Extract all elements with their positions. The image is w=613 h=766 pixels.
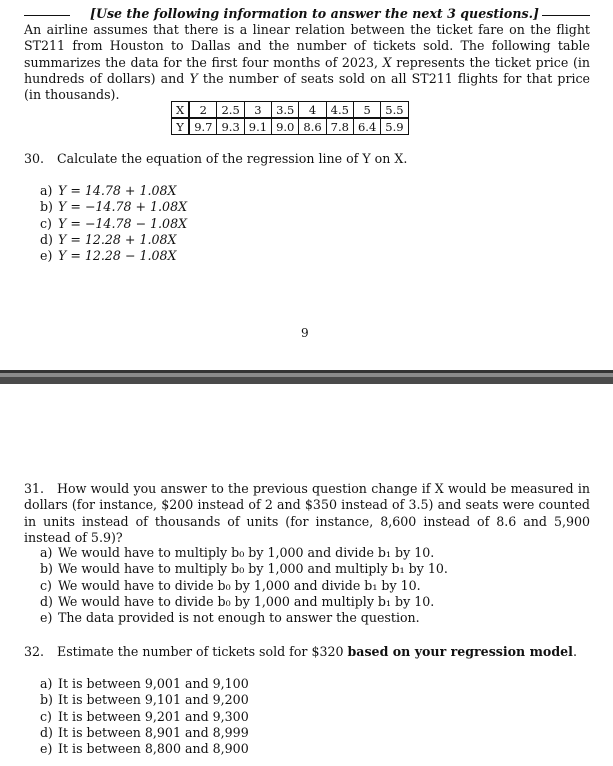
question-text: Calculate the equation of the regression line of Y on X. bbox=[57, 151, 408, 166]
instruction-row bbox=[24, 6, 590, 22]
option-d[interactable] bbox=[40, 594, 448, 610]
option-text: The data provided is not enough to answer the question. bbox=[58, 610, 420, 626]
option-label: d) bbox=[40, 593, 53, 609]
intro-part-1: An airline assumes that there is a linear relation between the ticket fare on the flight ST211 from Houston to Dallas and the number of tickets sold. The following table summarizes the data for the first four months of 2023, bbox=[24, 22, 590, 70]
option-label: e) bbox=[40, 741, 53, 757]
option-label: c) bbox=[40, 215, 52, 231]
option-a[interactable] bbox=[40, 545, 448, 561]
page-separator-highlight bbox=[0, 373, 613, 377]
option-label: b) bbox=[40, 692, 53, 708]
page-number: 9 bbox=[301, 326, 309, 340]
option-label: b) bbox=[40, 199, 53, 215]
x-cell: 2.5 bbox=[217, 102, 244, 119]
option-label: a) bbox=[40, 545, 53, 560]
option-text: Y = −14.78 + 1.08X bbox=[58, 199, 188, 215]
question-number: 32. bbox=[24, 644, 45, 659]
option-e[interactable] bbox=[40, 610, 448, 626]
x-row bbox=[172, 102, 409, 119]
option-label: d) bbox=[40, 231, 53, 247]
option-e[interactable] bbox=[40, 248, 187, 264]
option-text: It is between 9,101 and 9,200 bbox=[58, 692, 249, 708]
y-cell: 7.8 bbox=[326, 118, 353, 135]
option-text: Y = −14.78 − 1.08X bbox=[58, 215, 188, 231]
left-rule bbox=[24, 15, 70, 16]
intro-part-2: represents the ticket price (in hundreds of dollars) and bbox=[24, 54, 590, 86]
option-b[interactable] bbox=[40, 561, 448, 577]
x-cell: 5.5 bbox=[381, 102, 408, 119]
y-cell: 9.0 bbox=[272, 118, 299, 135]
option-label: d) bbox=[40, 724, 53, 740]
y-cell: 9.3 bbox=[217, 118, 244, 135]
option-label: a) bbox=[40, 183, 53, 198]
option-d[interactable] bbox=[40, 232, 187, 248]
y-cell: 8.6 bbox=[299, 118, 326, 135]
question-number: 31. bbox=[24, 481, 45, 496]
x-cell: 3.5 bbox=[272, 102, 299, 119]
question-text-bold: based on your regression model bbox=[347, 644, 573, 659]
right-rule bbox=[542, 15, 590, 16]
question-32-options bbox=[40, 676, 249, 757]
question-31-options bbox=[40, 545, 448, 626]
option-text: Y = 14.78 + 1.08X bbox=[58, 183, 177, 198]
intro-paragraph bbox=[24, 22, 590, 103]
question-31 bbox=[24, 481, 590, 546]
question-30-options bbox=[40, 183, 187, 264]
y-cell: 6.4 bbox=[353, 118, 380, 135]
option-text: Y = 12.28 − 1.08X bbox=[58, 248, 177, 264]
option-label: c) bbox=[40, 708, 52, 724]
x-cell: 4.5 bbox=[326, 102, 353, 119]
page-separator bbox=[0, 370, 613, 384]
option-label: c) bbox=[40, 577, 52, 593]
y-cell: 5.9 bbox=[381, 118, 408, 135]
option-a[interactable] bbox=[40, 183, 187, 199]
y-row bbox=[172, 118, 409, 135]
option-text: Y = 12.28 + 1.08X bbox=[58, 231, 177, 247]
option-label: b) bbox=[40, 561, 53, 577]
option-text: We would have to divide b₀ by 1,000 and divide b₁ by 10. bbox=[58, 577, 421, 593]
option-label: e) bbox=[40, 248, 53, 264]
option-a[interactable] bbox=[40, 676, 249, 692]
option-text: We would have to multiply b₀ by 1,000 and multiply b₁ by 10. bbox=[58, 561, 448, 577]
y-cell: 9.1 bbox=[244, 118, 271, 135]
option-c[interactable] bbox=[40, 578, 448, 594]
option-c[interactable] bbox=[40, 216, 187, 232]
page-9 bbox=[0, 0, 613, 370]
option-text: We would have to multiply b₀ by 1,000 and divide b₁ by 10. bbox=[58, 545, 435, 560]
option-text: It is between 9,001 and 9,100 bbox=[58, 676, 249, 691]
option-d[interactable] bbox=[40, 725, 249, 741]
question-text-end: . bbox=[572, 644, 577, 659]
x-cell: 2 bbox=[189, 102, 217, 119]
page-10 bbox=[0, 384, 613, 766]
option-label: a) bbox=[40, 676, 53, 691]
question-text: How would you answer to the previous question change if X would be measured in dollars (for instance, $200 instead of 2 and $350 instead of 3.5) and seats were counted in units instead of thousands of units (for instance, 8,600 instead of 8.6 and 5,900 instead of 5.9)? bbox=[24, 481, 590, 545]
x-cell: 3 bbox=[244, 102, 271, 119]
option-b[interactable] bbox=[40, 692, 249, 708]
question-32 bbox=[24, 644, 577, 659]
y-cell: 9.7 bbox=[189, 118, 217, 135]
y-header: Y bbox=[172, 118, 190, 135]
question-text: Estimate the number of tickets sold for $320 bbox=[57, 644, 348, 659]
data-table bbox=[171, 101, 409, 135]
question-number: 30. bbox=[24, 151, 45, 166]
y-variable: Y bbox=[189, 70, 198, 86]
x-cell: 5 bbox=[353, 102, 380, 119]
x-cell: 4 bbox=[299, 102, 326, 119]
option-e[interactable] bbox=[40, 741, 249, 757]
option-b[interactable] bbox=[40, 199, 187, 215]
option-text: We would have to divide b₀ by 1,000 and multiply b₁ by 10. bbox=[58, 593, 435, 609]
option-text: It is between 8,800 and 8,900 bbox=[58, 741, 249, 757]
x-header: X bbox=[172, 102, 190, 119]
instruction-text: [Use the following information to answer the next 3 questions.] bbox=[90, 6, 539, 21]
option-label: e) bbox=[40, 610, 53, 626]
option-c[interactable] bbox=[40, 709, 249, 725]
option-text: It is between 8,901 and 8,999 bbox=[58, 724, 249, 740]
x-variable: X bbox=[382, 54, 392, 70]
option-text: It is between 9,201 and 9,300 bbox=[58, 708, 249, 724]
question-30 bbox=[24, 151, 407, 166]
intro-part-3: the number of seats sold on all ST211 flights for that price (in thousands). bbox=[24, 70, 590, 103]
